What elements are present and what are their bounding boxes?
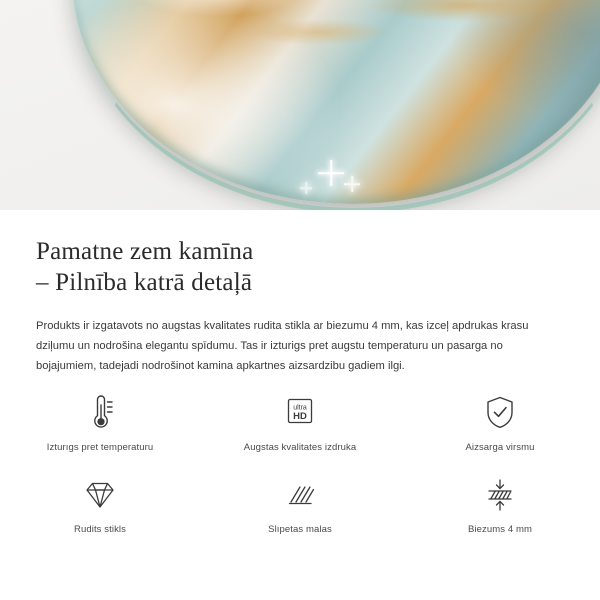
thickness-arrows-icon	[480, 474, 520, 516]
page-title-line-2: – Pilnība katrā detaļā	[36, 269, 253, 296]
hero-image	[0, 0, 600, 210]
feature-item-temperature	[0, 386, 200, 468]
feature-item-thickness	[400, 468, 600, 550]
ultra-hd-icon	[280, 392, 320, 434]
feature-item-tempered-glass	[0, 468, 200, 550]
feature-label: Rudits stikls	[74, 524, 126, 535]
diamond-icon	[79, 474, 121, 516]
marble-glass-panel	[72, 0, 600, 204]
feature-label: Biezums 4 mm	[467, 524, 533, 535]
svg-text:HD: HD	[293, 411, 307, 422]
body-paragraph: Produkts ir izgatavots no augstas kvalitates rudita stikla ar biezumu 4 mm, kas izceļ apdrukas krasu dziļumu un nodrošina elegantu spīdumu. Tas ir izturigs pret augstu temperaturu un pasarga no bojajumiem, tadejadi nodrošinot kamina apkartnes aizsardzibu gadiem ilgi.	[36, 320, 529, 372]
svg-text:ultra: ultra	[293, 404, 307, 412]
feature-label: Aizsarga virsmu	[465, 442, 535, 453]
shield-check-icon	[482, 392, 518, 434]
feature-label: Augstas kvalitates izdruka	[243, 442, 357, 453]
polished-edges-icon	[280, 474, 320, 516]
page-title	[36, 236, 564, 298]
thermometer-icon	[83, 392, 117, 434]
feature-item-polished-edges	[200, 468, 400, 550]
page-title-line-1: Pamatne zem kamīna	[36, 238, 254, 265]
content-block	[0, 210, 600, 376]
feature-label: Slıpetas malas	[268, 524, 332, 535]
feature-item-print-quality	[200, 386, 400, 468]
feature-label: Izturıgs pret temperaturu	[46, 442, 154, 453]
feature-grid	[0, 386, 600, 550]
feature-item-surface-protection	[400, 386, 600, 468]
